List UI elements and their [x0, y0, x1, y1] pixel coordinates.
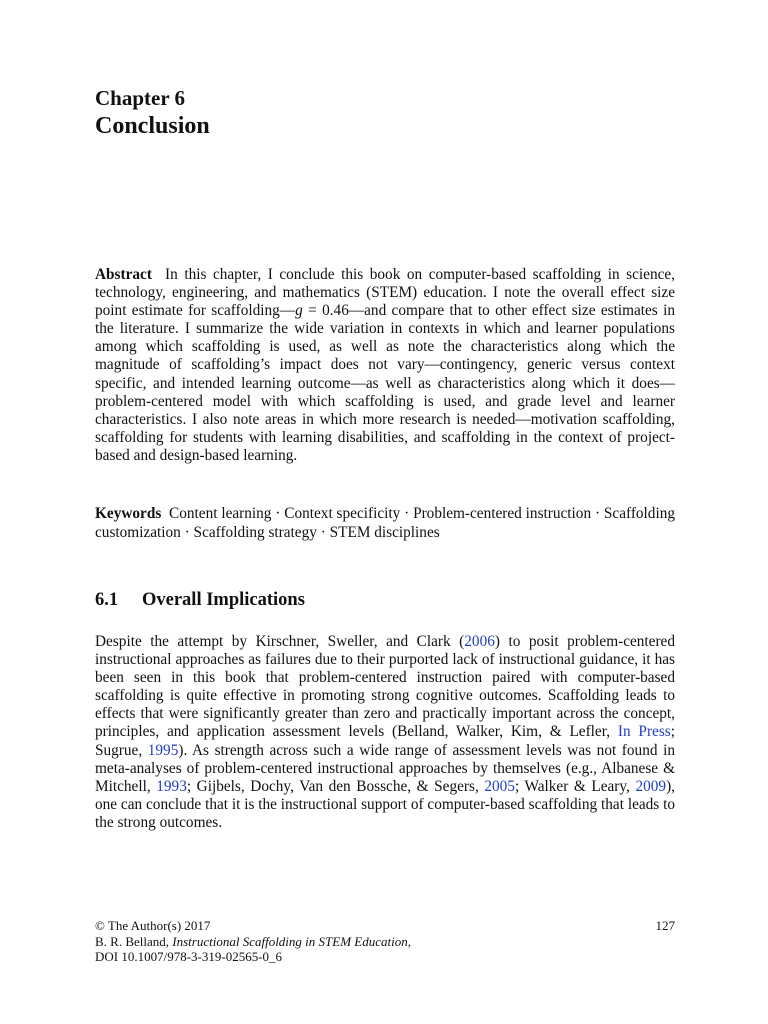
para-text: ; Gijbels, Dochy, Van den Bossche, & Segers,: [186, 777, 485, 795]
section-heading: [95, 589, 305, 611]
section-title: Overall Implications: [142, 590, 305, 610]
doi-line: DOI 10.1007/978-3-319-02565-0_6: [95, 949, 283, 964]
keywords-label: Keywords: [95, 505, 162, 522]
effect-size-symbol: g: [295, 302, 303, 320]
citation-link-2005[interactable]: 2005: [484, 777, 515, 795]
book-title-comma: ,: [407, 933, 411, 949]
citation-link-2006[interactable]: 2006: [464, 633, 495, 650]
author-name: B. R. Belland,: [95, 933, 173, 949]
page-number: 127: [655, 918, 675, 933]
keywords-text: Content learning · Context specificity · Problem-centered instruction · Scaffolding customization · Scaffolding strategy · STEM disciplines: [95, 505, 676, 541]
abstract-text-2: = 0.46—and compare that to other effect size estimates in the literature. I summarize the wide variation in contexts in which and learner populations among which scaffolding is used, as well as note the characteristics along which the magnitude of scaffolding’s impact does not vary—contingency, generic versus context specific, and intended learning outcome—as well as characteristics along which it does—problem-centered model with which scaffolding is used, and grade level and learner characteristics. I also note areas in which more research is needed—motivation scaffolding, scaffolding for students with learning disabilities, and scaffolding in the context of project-based and design-based learning.: [95, 302, 675, 464]
para-text: Despite the attempt by Kirschner, Sweller, and Clark (: [95, 633, 465, 650]
page-footer: [95, 918, 675, 965]
section-number: 6.1: [95, 590, 119, 610]
abstract: [95, 266, 675, 465]
book-title: Instructional Scaffolding in STEM Education: [172, 933, 408, 949]
abstract-text-1: In this chapter, I conclude this book on computer-based scaffolding in science, technology, engineering, and mathematics (STEM) education. I note the overall effect size point estimate for scaffolding—: [95, 266, 675, 320]
para-text: ), one can conclude that it is the instructional support of computer-based scaffolding that leads to the strong outcomes.: [95, 777, 675, 831]
para-text: ; Sugrue,: [95, 723, 675, 759]
citation-line: [95, 934, 675, 950]
citation-link-1995[interactable]: 1995: [147, 741, 179, 759]
citation-link-1993[interactable]: 1993: [156, 777, 187, 795]
copyright-line: © The Author(s) 2017: [95, 918, 211, 933]
chapter-title: Conclusion: [95, 113, 210, 139]
keywords: [95, 505, 675, 542]
para-text: ). As strength across such a wide range of assessment levels was not found in meta-analyses of problem-centered instructional approaches by themselves (e.g., Albanese & Mitchell,: [95, 741, 675, 795]
citation-link-2009[interactable]: 2009: [635, 777, 667, 795]
body-paragraph: [95, 633, 675, 832]
citation-link-in-press[interactable]: In Press: [617, 723, 671, 741]
abstract-label: Abstract: [95, 266, 152, 283]
para-text: ; Walker & Leary,: [514, 777, 636, 795]
para-text: ) to posit problem-centered instructional approaches as failures due to their purported lack of instructional guidance, it has been seen in this book that problem-centered instruction paired with computer-based scaffolding is quite effective in promoting strong cognitive outcomes. Scaffolding leads to effects that were significantly greater than zero and practically important across the concept, principles, and application assessment levels (Belland, Walker, Kim, & Lefler,: [95, 633, 675, 741]
chapter-number: Chapter 6: [95, 86, 186, 110]
